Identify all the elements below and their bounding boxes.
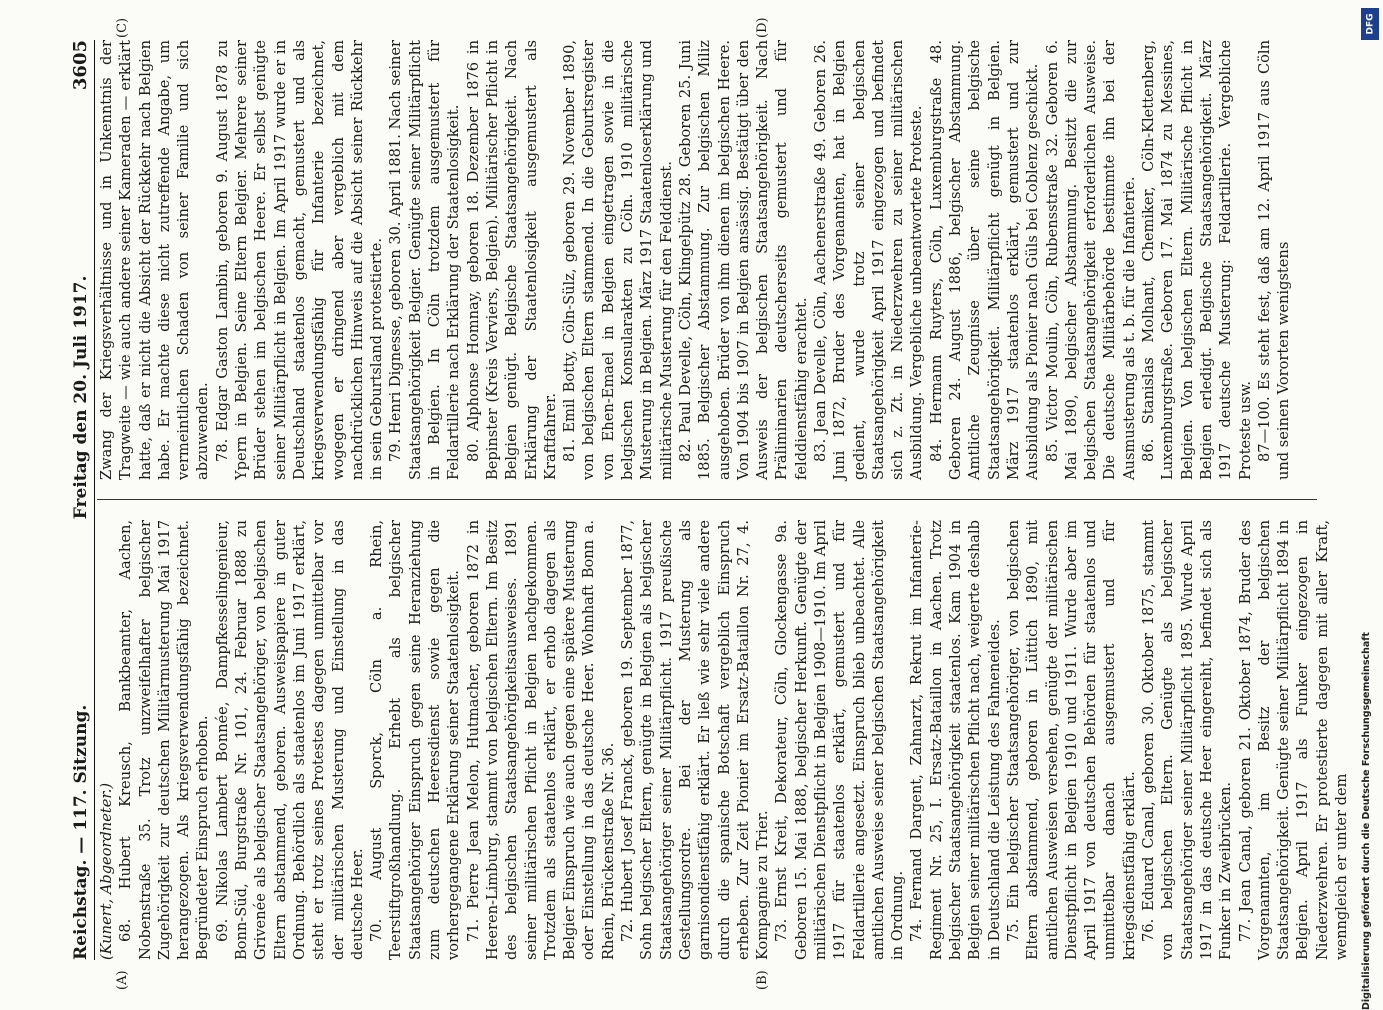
- entry-86: 86. Stanislas Molhant, Chemiker, Cöln-Klettenberg, Luxemburgstraße. Geboren 17. Mai 1874 zu Messines, Belgien. Von belgischen Eltern. Militärische Pflicht in Belgien erledigt. Belgische Staatsangehörigkeit. März 1917 deutsche Musterung: Feldartillerie. Vergebliche Proteste usw.: [1140, 40, 1254, 480]
- header-left: Reichstag. — 117. Sitzung.: [71, 704, 91, 960]
- entry-73: 73. Ernst Kreit, Dekorateur, Cöln, Glockengasse 9a. Geboren 15. Mai 1888, belgischer Herkunft. Genügte der militärischen Dienstpflicht in Belgien 1908—1910. Im April 1917 für staatenlos erklärt, gemustert und für Feldartillerie angesetzt. Einspruch blieb unbeachtet. Alle amtlichen Ausweise seiner belgischen Staatsangehörigkeit in Ordnung.: [773, 520, 907, 960]
- entry-77-continued: Zwang der Kriegsverhältnisse und in Unkenntnis der Tragweite — wie auch andere seiner Kameraden — erklärt hatte, daß er nicht die Absicht der Rückkehr nach Belgien habe. Er machte diese nicht zutreffende Angabe, um vermeintlichen Schaden von seiner Familie und sich abzuwenden.: [98, 40, 212, 480]
- left-column: [97, 520, 1350, 960]
- entry-75: 75. Ein belgischer Staatsangehöriger, von belgischen Eltern abstammend, geboren in Lüttich 1890, mit amtlichen Ausweisen versehen, genügte der militärischen Dienstpflicht in Belgien 1910 und 1911. Wurde aber im April 1917 von deutschen Behörden für staatenlos und unmittelbar danach ausgemustert und für kriegsdienstfähig erklärt.: [1004, 520, 1138, 960]
- running-head: [63, 40, 95, 960]
- entry-74: 74. Fernand Dargent, Zahnarzt, Rekrut im Infanterie-Regiment Nr. 25, I. Ersatz-Bataillon in Aachen. Trotz belgischer Staatsangehörigkeit staatenlos. Kam 1904 in Belgien seiner militärischen Pflicht nach, weigerte deshalb in Deutschland die Leistung des Fahneneides.: [908, 520, 1003, 960]
- entry-82: 82. Paul Develle, Cöln, Klingelpütz 28. Geboren 25. Juni 1885. Belgischer Abstammung. Zur belgischen Miliz ausgehoben. Brüder von ihm dienen im belgischen Heere. Von 1904 bis 1907 in Belgien ansässig. Bestätigt über den Ausweis der belgischen Staatsangehörigkeit. Nach Präliminarien deutscherseits gemustert und für felddienstfähig erachtet.: [676, 40, 810, 480]
- margin-letter-a: (A): [115, 970, 130, 990]
- entry-79: 79. Henri Dignesse, geboren 30. April 1881. Nach seiner Staatsangehörigkeit Belgier. Genügte seiner Militärpflicht in Belgien. In Cöln trotzdem ausgemustert für Feldartillerie nach Erklärung der Staatenlosigkeit.: [387, 40, 463, 480]
- entry-72: 72. Hubert Josef Franck, geboren 19. September 1877, Sohn belgischer Eltern, genügte in Belgien als belgischer Staatsangehöriger seiner Militärpflicht. 1917 preußische Gestellungsordre. Bei der Musterung als garnisondienstfähig erklärt. Er ließ wie sehr viele andere durch die spanische Botschaft vergeblich Einspruch erheben. Zur Zeit Pionier im Ersatz-Bataillon Nr. 27, 4. Kompagnie zu Trier.: [619, 520, 772, 960]
- entry-85: 85. Victor Moulin, Cöln, Rubensstraße 32. Geboren 6. Mai 1890, belgischer Abstammung. Besitzt die zur belgischen Staatsangehörigkeit erforderlichen Ausweise. Die deutsche Militärbehörde bestimmte ihn bei der Ausmusterung als t. b. für die Infanterie.: [1043, 40, 1138, 480]
- entry-87-100: 87—100. Es steht fest, daß am 12. April 1917 aus Cöln und seinen Vororten wenigstens: [1255, 40, 1293, 480]
- margin-letter-c: (C): [115, 17, 130, 38]
- entry-78: 78. Edgar Gaston Lambin, geboren 9. August 1878 zu Ypern in Belgien. Seine Eltern Belgier. Mehrere seiner Brüder stehen im belgischen Heere. Er selbst genügte seiner Militärpflicht in Belgien. Im April 1917 wurde er in Deutschland staatenlos gemacht, gemustert und als kriegsverwendungsfähig für Infanterie bezeichnet, wogegen er dringend aber vergeblich mit dem nachdrücklichen Hinweis auf die Absicht seiner Rückkehr in sein Geburtsland protestierte.: [213, 40, 386, 480]
- entry-70: 70. August Sporck, Cöln a. Rhein, Teerstiftgroßhandlung. Erhebt als belgischer Staatsangehöriger Einspruch gegen seine Heranziehung zum deutschen Heeresdienst sowie gegen die vorhergegangene Erklärung seiner Staatenlosigkeit.: [368, 520, 463, 960]
- page-number: 3605: [70, 40, 91, 91]
- header-date: Freitag den 20. Juli 1917.: [71, 275, 91, 520]
- entry-80: 80. Alphonse Homnay, geboren 18. Dezember 1876 in Bepinster (Kreis Verviers, Belgien). Militärischer Pflicht in Belgien genügt. Belgische Staatsangehörigkeit. Nach Erklärung der Staatenlosigkeit ausgemustert als Kraftfahrer.: [464, 40, 559, 480]
- entry-71: 71. Pierre Jean Melon, Hutmacher, geboren 1872 in Heeren-Limburg, stammt von belgischen Eltern. Im Besitz des belgischen Staatsangehörigkeitsausweises. 1891 seiner militärischen Pflicht in Belgien nachgekommen. Trotzdem als staatenlos erklärt, er erhob dagegen als Belgier Einspruch wie auch gegen eine spätere Musterung oder Einstellung in das deutsche Heer. Wohnhaft Bonn a. Rhein, Brückenstraße Nr. 36.: [464, 520, 617, 960]
- entry-77: 77. Jean Canal, geboren 21. Oktober 1874, Bruder des Vorgenannten, im Besitz der belgischen Staatsangehörigkeit. Genügte seiner Militärpflicht 1894 in Belgien. April 1917 als Funker eingezogen in Niederzwehren. Er protestierte dagegen mit aller Kraft, wenngleich er unter dem: [1236, 520, 1350, 960]
- entry-81: 81. Emil Botty, Cöln-Sülz, geboren 29. November 1890, von belgischen Eltern stammend. In die Geburtsregister von Ehen-Emael in Belgien eingetragen sowie in die belgischen Konsularakten zu Cöln. 1910 militärische Musterung in Belgien. März 1917 Staatenloserklärung und militärische Musterung für den Felddienst.: [561, 40, 675, 480]
- dfg-logo: DFG: [1361, 8, 1379, 40]
- column-divider: [97, 499, 1317, 500]
- digitization-credit: Digitalisierung gefördert durch die Deutsche Forschungsgemeinschaft: [1361, 632, 1372, 1010]
- entry-69: 69. Nikolas Lambert Bonnée, Dampfkesselingenieur, Bonn-Süd, Burgstraße Nr. 101, 24. Februar 1888 zu Grivenée als belgischer Staatsangehöriger, von belgischen Eltern abstammend, geboren. Ausweispapiere in guter Ordnung. Behördlich als staatenlos im Juni 1917 erklärt, steht er trotz seines Protestes dagegen unmittelbar vor der militärischen Musterung und Einstellung in das deutsche Heer.: [213, 520, 366, 960]
- entry-76: 76. Eduard Canal, geboren 30. Oktober 1875, stammt von belgischen Eltern. Genügte als belgischer Staatsangehöriger seiner Militärpflicht 1895. Wurde April 1917 in das deutsche Heer eingereiht, befindet sich als Funker in Zweibrücken.: [1140, 520, 1235, 960]
- entry-84: 84. Hermann Ruyters, Cöln, Luxemburgstraße 48. Geboren 24. August 1886, belgischer Abstammung. Amtliche Zeugnisse über seine belgische Staatsangehörigkeit. Militärpflicht genügt in Belgien. März 1917 staatenlos erklärt, gemustert und zur Ausbildung als Pionier nach Güls bei Coblenz geschickt.: [927, 40, 1042, 480]
- margin-letter-b: (B): [755, 970, 770, 990]
- speaker-note: (Kunert, Abgeordneter.): [98, 782, 115, 960]
- entry-83: 83. Jean Develle, Cöln, Aachenerstraße 49. Geboren 26. Juni 1872, Bruder des Vorgenannten, hat in Belgien gedient, wurde trotz seiner belgischen Staatsangehörigkeit April 1917 eingezogen und befindet sich z. Zt. in Niederzwehren zu seiner militärischen Ausbildung. Vergebliche unbeantwortete Proteste.: [811, 40, 926, 480]
- margin-letter-d: (D): [755, 17, 770, 38]
- entry-68: 68. Hubert Kreusch, Bankbeamter, Aachen, Nobenstraße 35. Trotz unzweifelhafter belgischer Zugehörigkeit zur deutschen Militärmusterung Mai 1917 herangezogen. Als kriegsverwendungsfähig bezeichnet. Begründeter Einspruch erhoben.: [117, 520, 212, 960]
- rotated-page: [55, 0, 1350, 1000]
- right-column: [97, 40, 1317, 480]
